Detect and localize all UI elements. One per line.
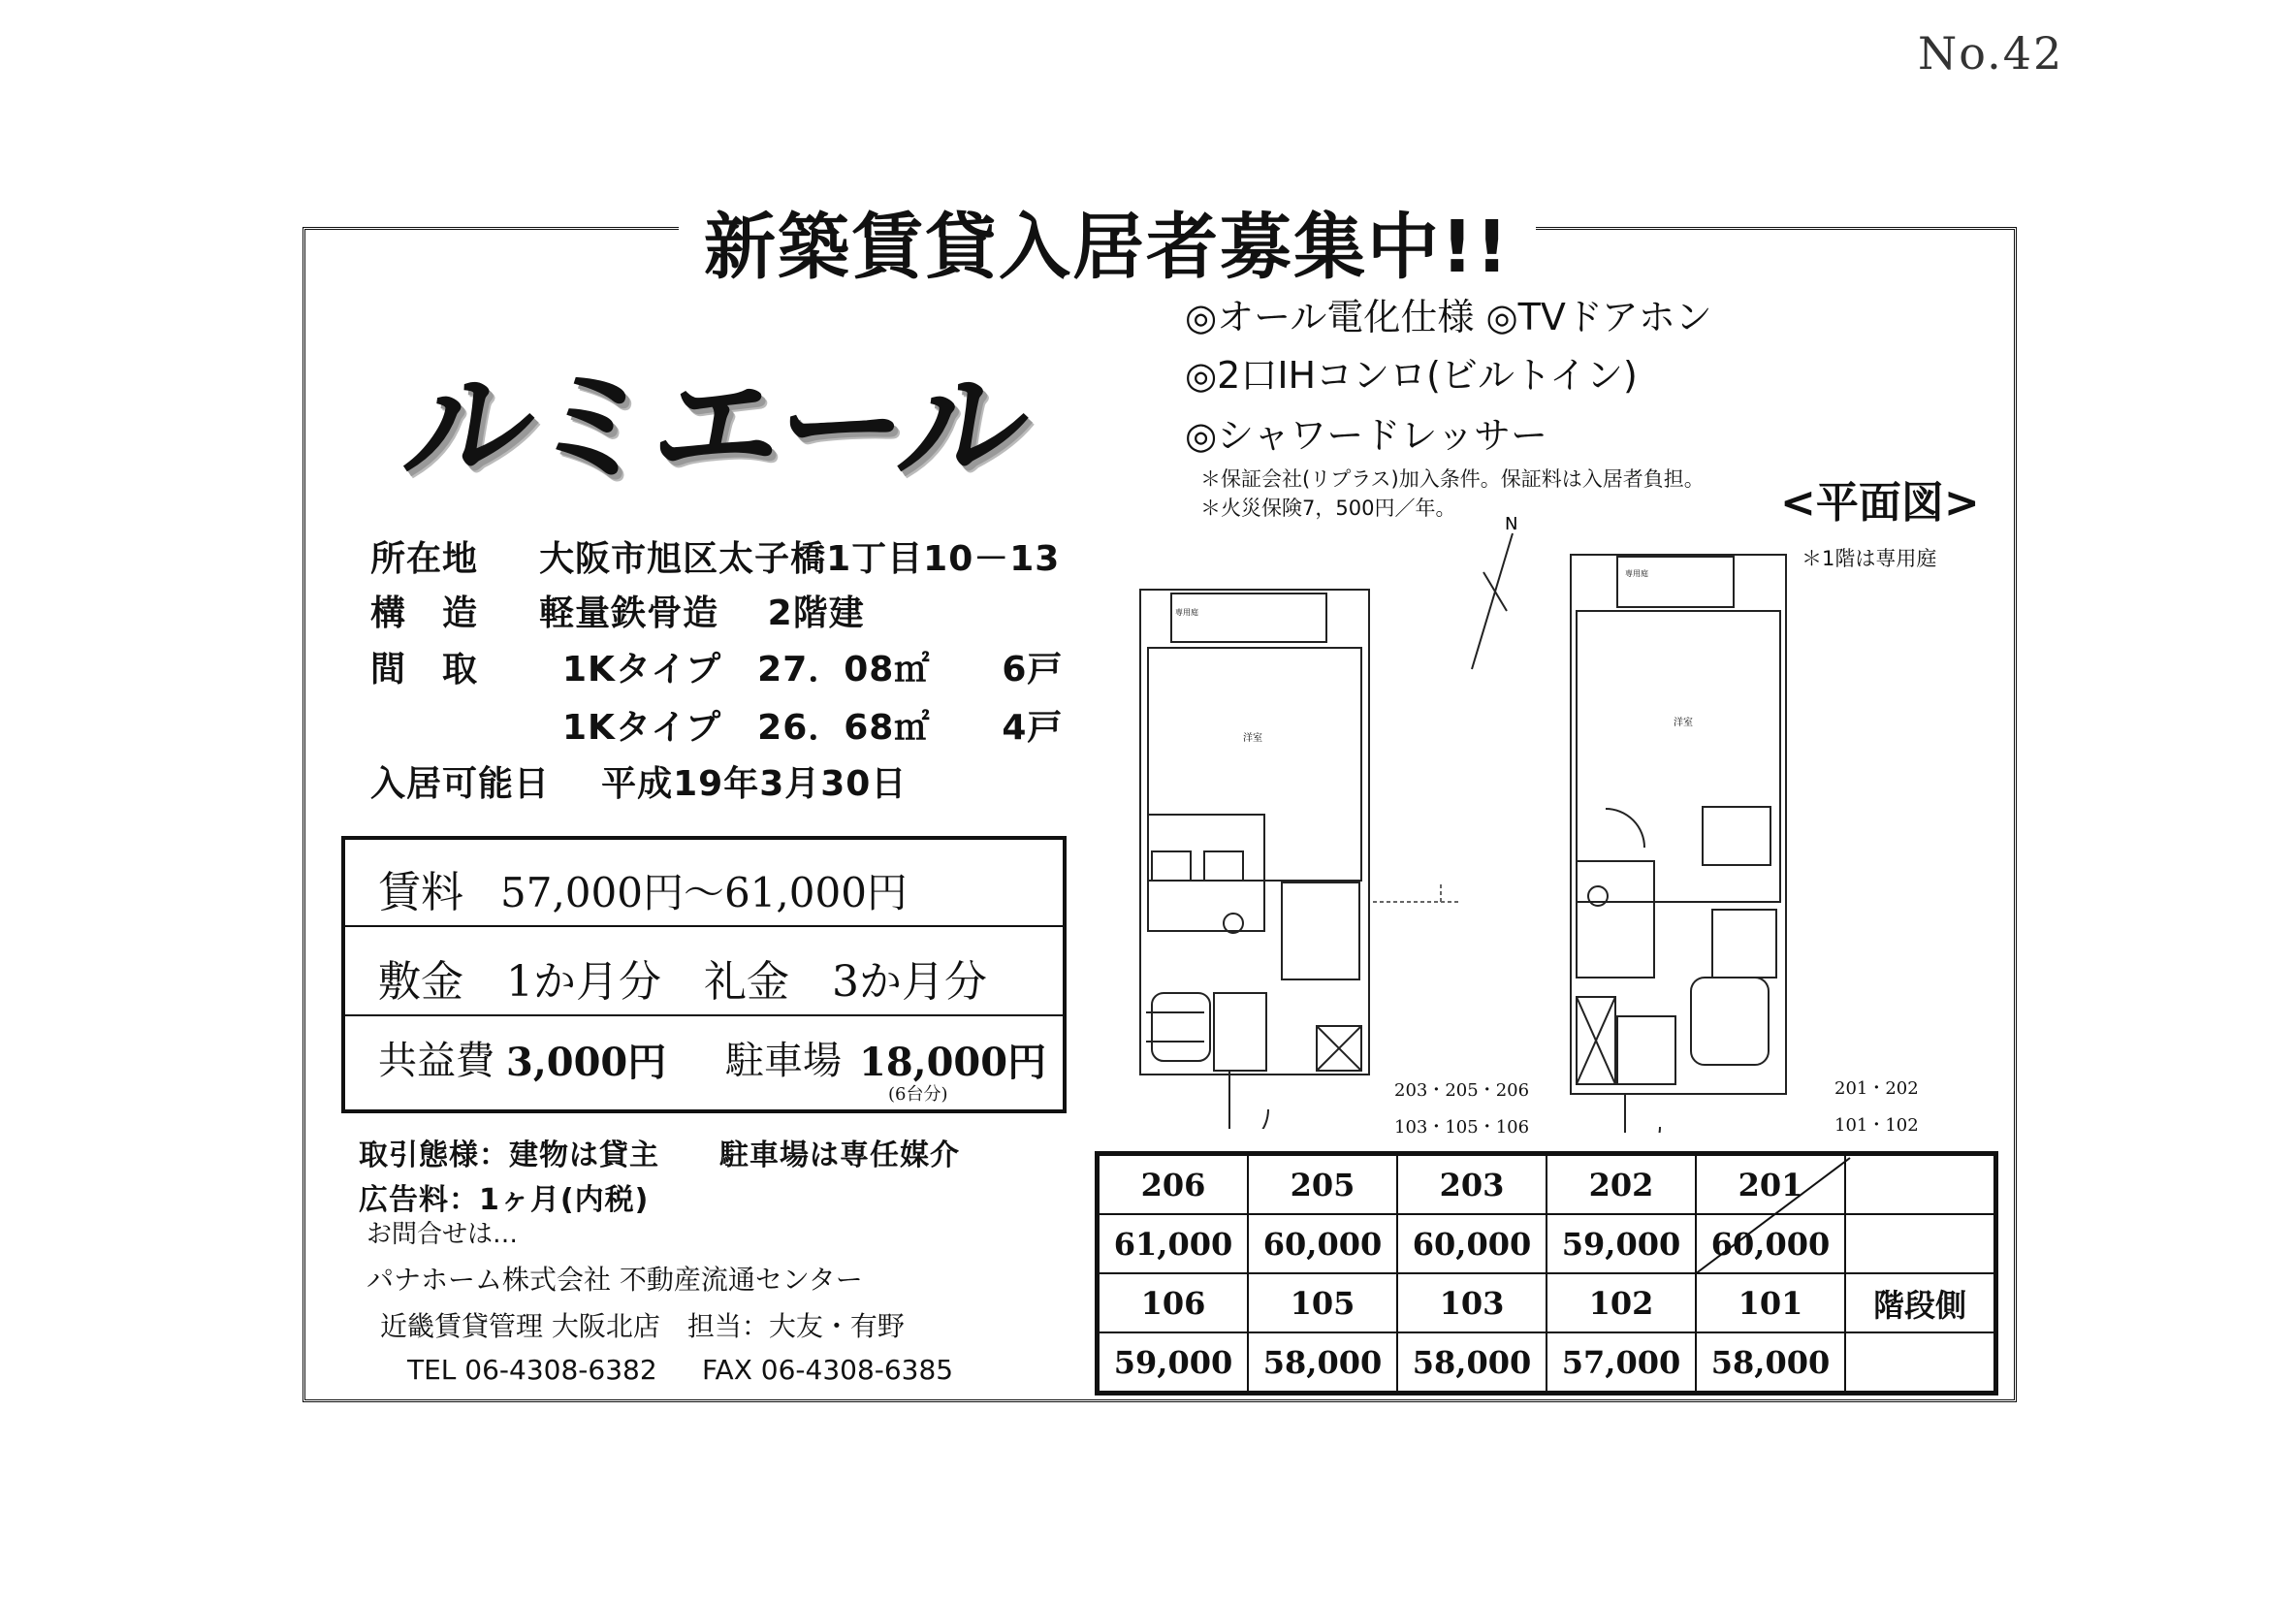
location-value: 大阪市旭区太子橋1丁目10－13 — [539, 539, 1061, 579]
table-cell: 203 — [1397, 1155, 1547, 1214]
contact-tel: TEL 06-4308-6382 — [407, 1354, 657, 1386]
table-row — [1099, 1332, 1994, 1392]
table-cell: 58,000 — [1696, 1332, 1845, 1392]
contact-branch: 近畿賃貸管理 大阪北店 担当：大友・有野 — [380, 1310, 905, 1342]
table-cell: 202 — [1547, 1155, 1696, 1214]
table-cell: 59,000 — [1547, 1214, 1696, 1273]
parking-value: 18,000円 — [859, 1040, 1047, 1085]
feature-item: ◎オール電化仕様 ◎TVドアホン — [1185, 296, 1712, 338]
structure-line — [370, 586, 865, 635]
table-cell: 201 — [1696, 1155, 1845, 1214]
table-cell: 61,000 — [1099, 1214, 1248, 1273]
condition-notes — [1200, 464, 1705, 522]
structure-value: 軽量鉄骨造 2階建 — [539, 593, 865, 633]
feature-list — [1185, 287, 1712, 458]
rent-label: 賃料 — [378, 868, 463, 917]
unit-rent-table — [1098, 1154, 1995, 1393]
rent-range: 57,000円～61,000円 — [500, 869, 908, 916]
table-cell: 101 — [1696, 1273, 1845, 1332]
table-cell: 58,000 — [1397, 1332, 1547, 1392]
floor-plan-a — [1136, 586, 1373, 1129]
table-cell: 105 — [1248, 1273, 1397, 1332]
common-label: 共益費 — [378, 1039, 494, 1083]
svg-text:専用庭: 専用庭 — [1175, 608, 1198, 617]
svg-text:洋室: 洋室 — [1674, 718, 1693, 728]
table-cell: 階段側 — [1845, 1273, 1994, 1332]
table-cell: 106 — [1099, 1273, 1248, 1332]
table-cell — [1845, 1214, 1994, 1273]
table-cell: 102 — [1547, 1273, 1696, 1332]
ad-fee: 広告料：1ヶ月(内税) — [359, 1183, 650, 1217]
headline: 新築賃貸入居者募集中!! — [679, 190, 1536, 293]
move-in-line — [370, 756, 907, 806]
deposit-value: 敷金 1か月分 礼金 3か月分 — [378, 957, 987, 1007]
plan-connector — [1373, 873, 1470, 921]
plan-b-upper-units: 201・202 — [1834, 1078, 1919, 1099]
move-in-label: 入居可能日 — [370, 764, 551, 804]
feature-item: ◎2口IHコンロ(ビルトイン) — [1185, 354, 1638, 397]
svg-text:専用庭: 専用庭 — [1625, 569, 1648, 578]
location-label: 所在地 — [370, 539, 479, 579]
svg-text:N: N — [1505, 514, 1518, 534]
table-cell — [1845, 1155, 1994, 1214]
contact-intro: お問合せは… — [367, 1220, 519, 1249]
table-row — [1099, 1214, 1994, 1273]
table-cell: 60,000 — [1397, 1214, 1547, 1273]
note-item: ＊保証会社(リプラス)加入条件。保証料は入居者負担。 — [1200, 467, 1705, 491]
plan-a-lower-units: 103・105・106 — [1394, 1117, 1530, 1138]
building-name: ルミエール — [395, 353, 1035, 502]
svg-text:洋室: 洋室 — [1243, 733, 1262, 744]
table-cell — [1845, 1332, 1994, 1392]
rent-box — [341, 836, 1067, 1113]
floor-plan-b — [1567, 551, 1790, 1133]
plan-b-lower-units: 101・102 — [1834, 1115, 1919, 1136]
layout-label: 間 取 — [370, 650, 479, 690]
table-row — [1099, 1273, 1994, 1332]
layout-type-b: 1Kタイプ 26．68㎡ 4戸 — [562, 708, 1064, 748]
layout-line — [370, 642, 478, 691]
north-arrow-icon — [1454, 514, 1532, 679]
strikethrough-mark — [1687, 1154, 1852, 1278]
structure-label: 構 造 — [370, 593, 479, 633]
table-cell: 60,000 — [1248, 1214, 1397, 1273]
table-row — [1099, 1155, 1994, 1214]
common-value: 3,000円 — [506, 1040, 667, 1085]
layout-type-a: 1Kタイプ 27．08㎡ 6戸 — [562, 650, 1064, 690]
floor-plan-title: <平面図> — [1780, 478, 1980, 528]
location-line — [370, 531, 1060, 581]
table-cell: 60,000 — [1696, 1214, 1845, 1273]
table-cell: 205 — [1248, 1155, 1397, 1214]
parking-note: (6台分) — [888, 1084, 948, 1105]
plan-a-upper-units: 203・205・206 — [1394, 1080, 1530, 1101]
transaction-terms: 取引態様：建物は貸主 駐車場は専任媒介 — [359, 1139, 960, 1172]
common-row — [345, 1016, 1063, 1106]
contact-fax: FAX 06-4308-6385 — [702, 1354, 954, 1386]
document-number: No.42 — [1918, 27, 2064, 80]
move-in-value: 平成19年3月30日 — [601, 764, 908, 804]
table-cell: 103 — [1397, 1273, 1547, 1332]
table-cell: 58,000 — [1248, 1332, 1397, 1392]
table-cell: 57,000 — [1547, 1332, 1696, 1392]
parking-label: 駐車場 — [725, 1039, 842, 1083]
rent-row — [345, 840, 1063, 927]
deposit-row — [345, 927, 1063, 1016]
contact-company: パナホーム株式会社 不動産流通センター — [367, 1264, 863, 1296]
note-item: ＊火災保険7，500円／年。 — [1200, 497, 1456, 520]
table-cell: 206 — [1099, 1155, 1248, 1214]
feature-item: ◎シャワードレッサー — [1185, 414, 1548, 457]
garden-note: ＊1階は専用庭 — [1802, 547, 1937, 570]
table-cell: 59,000 — [1099, 1332, 1248, 1392]
